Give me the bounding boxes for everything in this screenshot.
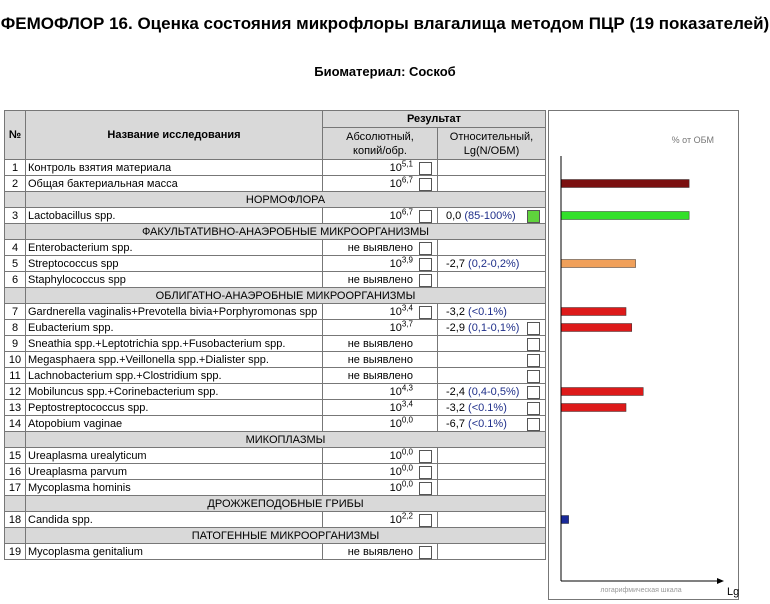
chart-bar <box>561 308 626 316</box>
rel-cell <box>438 240 546 256</box>
test-name: Lachnobacterium spp.+Clostridium spp. <box>26 368 323 384</box>
rel-range: (<0.1%) <box>468 401 507 414</box>
row-num: 15 <box>5 448 26 464</box>
section-label: НОРМОФЛОРА <box>26 192 546 208</box>
test-name: Mycoplasma hominis <box>26 480 323 496</box>
table-row <box>5 208 546 224</box>
rel-range: (0,1-0,1%) <box>468 321 520 334</box>
chart-axis-arrow <box>717 578 724 584</box>
row-num: 3 <box>5 208 26 224</box>
rel-cell <box>438 336 546 352</box>
test-name: Sneathia spp.+Leptotrichia spp.+Fusobacterium spp. <box>26 336 323 352</box>
row-num: 17 <box>5 480 26 496</box>
test-name: Lactobacillus spp. <box>26 208 323 224</box>
abs-cell <box>323 208 438 224</box>
row-num: 16 <box>5 464 26 480</box>
table-row <box>5 416 546 432</box>
col-rel-line2: Lg(N/ОБМ) <box>463 144 520 157</box>
abs-value-base: 10 <box>389 417 402 430</box>
abs-checkbox <box>419 466 432 479</box>
row-num: 4 <box>5 240 26 256</box>
col-num-header: № <box>5 111 26 160</box>
abs-value-exp: 3,7 <box>401 318 413 328</box>
rel-value: -2,7 <box>446 257 465 270</box>
section-header-row <box>5 496 546 512</box>
abs-cell <box>323 400 438 416</box>
rel-cell <box>438 352 546 368</box>
col-result-header: Результат <box>323 111 546 128</box>
abs-checkbox <box>419 450 432 463</box>
rel-cell <box>438 480 546 496</box>
rel-cell <box>438 384 546 400</box>
abs-value-base: 10 <box>389 305 402 318</box>
abs-cell <box>323 160 438 176</box>
abs-cell <box>323 368 438 384</box>
abs-value-text: не выявлено <box>347 273 413 286</box>
row-num: 10 <box>5 352 26 368</box>
abs-checkbox <box>419 274 432 287</box>
abs-value-exp: 0,0 <box>401 414 413 424</box>
table-row <box>5 448 546 464</box>
table-row <box>5 336 546 352</box>
row-num: 13 <box>5 400 26 416</box>
table-row <box>5 304 546 320</box>
rel-cell <box>438 160 546 176</box>
section-header-row <box>5 432 546 448</box>
abs-cell <box>323 304 438 320</box>
rel-cell <box>438 400 546 416</box>
rel-cell <box>438 176 546 192</box>
abs-value-exp: 3,4 <box>401 398 413 408</box>
rel-indicator-box <box>527 354 540 367</box>
chart-header-label: % от ОБМ <box>671 135 714 145</box>
abs-value-base: 10 <box>389 401 402 414</box>
rel-value: 0,0 <box>446 209 462 222</box>
rel-indicator-box <box>527 418 540 431</box>
section-header-row <box>5 528 546 544</box>
table-row <box>5 320 546 336</box>
rel-range: (85-100%) <box>464 209 516 222</box>
test-name: Peptostreptococcus spp. <box>26 400 323 416</box>
abs-value-text: не выявлено <box>347 353 413 366</box>
rel-cell <box>438 464 546 480</box>
chart-axis-caption: логарифмическая шкала <box>600 587 682 594</box>
abs-value-exp: 3,9 <box>401 254 413 264</box>
abs-value-base: 10 <box>389 385 402 398</box>
test-name: Gardnerella vaginalis+Prevotella bivia+Porphyromonas spp <box>26 304 323 320</box>
rel-value: -2,9 <box>446 321 465 334</box>
abs-value-exp: 0,0 <box>401 462 413 472</box>
abs-value-exp: 4,3 <box>401 382 413 392</box>
results-table <box>4 110 546 560</box>
chart-bar <box>561 404 626 412</box>
abs-checkbox <box>419 546 432 559</box>
section-header-row <box>5 288 546 304</box>
row-num: 6 <box>5 272 26 288</box>
abs-cell <box>323 352 438 368</box>
abs-checkbox <box>419 482 432 495</box>
abs-value-base: 10 <box>389 209 402 222</box>
abs-cell <box>323 544 438 560</box>
table-row <box>5 272 546 288</box>
row-num: 14 <box>5 416 26 432</box>
abs-value-text: не выявлено <box>347 337 413 350</box>
abs-value-exp: 5,1 <box>401 158 413 168</box>
test-name: Megasphaera spp.+Veillonella spp.+Dialister spp. <box>26 352 323 368</box>
rel-value: -3,2 <box>446 401 465 414</box>
test-name: Streptococcus spp <box>26 256 323 272</box>
abs-cell <box>323 512 438 528</box>
rel-cell <box>438 544 546 560</box>
table-row <box>5 176 546 192</box>
test-name: Ureaplasma urealyticum <box>26 448 323 464</box>
section-label: ФАКУЛЬТАТИВНО-АНАЭРОБНЫЕ МИКРООРГАНИЗМЫ <box>26 224 546 240</box>
section-label: ОБЛИГАТНО-АНАЭРОБНЫЕ МИКРООРГАНИЗМЫ <box>26 288 546 304</box>
row-num: 2 <box>5 176 26 192</box>
test-name: Atopobium vaginae <box>26 416 323 432</box>
chart-bar <box>561 516 569 524</box>
test-name: Eubacterium spp. <box>26 320 323 336</box>
abs-value-text: не выявлено <box>347 241 413 254</box>
abs-value-base: 10 <box>389 449 402 462</box>
chart-svg <box>549 111 738 599</box>
test-name: Ureaplasma parvum <box>26 464 323 480</box>
col-abs-line2: копий/обр. <box>353 144 407 157</box>
abs-value-base: 10 <box>389 257 402 270</box>
rel-indicator-box <box>527 210 540 223</box>
table-row <box>5 160 546 176</box>
test-name: Контроль взятия материала <box>26 160 323 176</box>
rel-value: -2,4 <box>446 385 465 398</box>
table-row <box>5 368 546 384</box>
test-name: Enterobacterium spp. <box>26 240 323 256</box>
row-num: 19 <box>5 544 26 560</box>
row-num: 18 <box>5 512 26 528</box>
table-row <box>5 400 546 416</box>
rel-cell <box>438 448 546 464</box>
test-name: Candida spp. <box>26 512 323 528</box>
table-row <box>5 464 546 480</box>
chart-bar <box>561 260 636 268</box>
rel-cell <box>438 320 546 336</box>
row-num: 9 <box>5 336 26 352</box>
abs-checkbox <box>419 514 432 527</box>
abs-cell <box>323 336 438 352</box>
row-num: 5 <box>5 256 26 272</box>
test-name: Staphylococcus spp <box>26 272 323 288</box>
table-row <box>5 384 546 400</box>
chart-bar <box>561 212 689 220</box>
abs-cell <box>323 256 438 272</box>
rel-range: (<0.1%) <box>468 417 507 430</box>
results-body <box>5 160 546 560</box>
row-num: 1 <box>5 160 26 176</box>
table-row <box>5 240 546 256</box>
rel-cell <box>438 304 546 320</box>
abs-cell <box>323 240 438 256</box>
section-header-row <box>5 224 546 240</box>
chart-bar <box>561 180 689 188</box>
abs-value-base: 10 <box>389 481 402 494</box>
abs-value-exp: 2,2 <box>401 510 413 520</box>
abs-cell <box>323 480 438 496</box>
rel-cell <box>438 512 546 528</box>
table-row <box>5 512 546 528</box>
abs-checkbox <box>419 178 432 191</box>
abs-value-base: 10 <box>389 321 402 334</box>
chart-bar <box>561 388 643 396</box>
rel-range: (0,4-0,5%) <box>468 385 520 398</box>
rel-indicator-box <box>527 386 540 399</box>
abs-cell <box>323 416 438 432</box>
abs-checkbox <box>419 258 432 271</box>
abs-value-base: 10 <box>389 161 402 174</box>
abs-value-text: не выявлено <box>347 545 413 558</box>
abs-cell <box>323 384 438 400</box>
abs-checkbox <box>419 242 432 255</box>
row-num: 8 <box>5 320 26 336</box>
abs-value-text: не выявлено <box>347 369 413 382</box>
abs-value-exp: 3,4 <box>401 302 413 312</box>
section-label: МИКОПЛАЗМЫ <box>26 432 546 448</box>
test-name: Mobiluncus spp.+Corinebacterium spp. <box>26 384 323 400</box>
row-num: 12 <box>5 384 26 400</box>
table-row <box>5 352 546 368</box>
abs-value-exp: 0,0 <box>401 446 413 456</box>
abs-cell <box>323 320 438 336</box>
rel-cell <box>438 368 546 384</box>
section-label: ДРОЖЖЕПОДОБНЫЕ ГРИБЫ <box>26 496 546 512</box>
rel-value: -6,7 <box>446 417 465 430</box>
log-scale-chart <box>548 110 739 600</box>
abs-value-base: 10 <box>389 513 402 526</box>
test-name: Mycoplasma genitalium <box>26 544 323 560</box>
rel-indicator-box <box>527 402 540 415</box>
rel-cell <box>438 416 546 432</box>
row-num: 7 <box>5 304 26 320</box>
chart-x-label: Lg <box>727 586 740 598</box>
abs-value-base: 10 <box>389 465 402 478</box>
col-abs-line1: Абсолютный, <box>346 130 414 143</box>
abs-checkbox <box>419 306 432 319</box>
abs-value-exp: 6,7 <box>401 174 413 184</box>
col-name-header: Название исследования <box>26 111 323 160</box>
biomaterial-label: Биоматериал: Соскоб <box>314 64 456 79</box>
row-num: 11 <box>5 368 26 384</box>
col-abs-header <box>323 128 438 160</box>
rel-indicator-box <box>527 322 540 335</box>
table-row <box>5 256 546 272</box>
section-label: ПАТОГЕННЫЕ МИКРООРГАНИЗМЫ <box>26 528 546 544</box>
abs-cell <box>323 448 438 464</box>
report-title: ФЕМОФЛОР 16. Оценка состояния микрофлоры влагалища методом ПЦР (19 показателей) <box>0 14 770 33</box>
abs-value-exp: 6,7 <box>401 206 413 216</box>
section-header-row <box>5 192 546 208</box>
table-row <box>5 544 546 560</box>
chart-bar <box>561 324 632 332</box>
rel-indicator-box <box>527 338 540 351</box>
abs-cell <box>323 464 438 480</box>
table-row <box>5 480 546 496</box>
rel-cell <box>438 272 546 288</box>
abs-checkbox <box>419 210 432 223</box>
rel-range: (0,2-0,2%) <box>468 257 520 270</box>
rel-indicator-box <box>527 370 540 383</box>
col-rel-header <box>438 128 546 160</box>
abs-checkbox <box>419 162 432 175</box>
test-name: Общая бактериальная масса <box>26 176 323 192</box>
rel-cell <box>438 256 546 272</box>
col-rel-line1: Относительный, <box>449 130 534 143</box>
abs-value-base: 10 <box>389 177 402 190</box>
abs-value-exp: 0,0 <box>401 478 413 488</box>
rel-cell <box>438 208 546 224</box>
abs-cell <box>323 176 438 192</box>
rel-value: -3,2 <box>446 305 465 318</box>
rel-range: (<0.1%) <box>468 305 507 318</box>
abs-cell <box>323 272 438 288</box>
